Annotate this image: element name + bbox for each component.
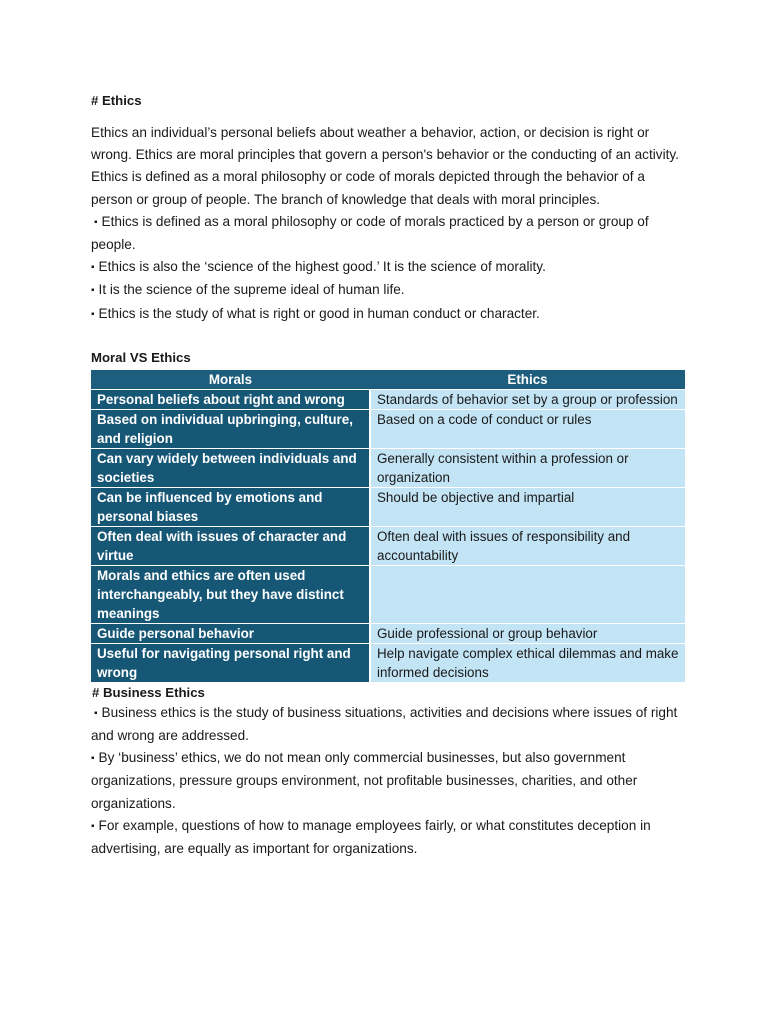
ethics-cell: Should be objective and impartial — [370, 487, 685, 526]
table-row — [91, 448, 685, 487]
bullet-mark: ▪ — [94, 707, 98, 719]
ethics-paragraph: Ethics an individual’s personal beliefs about weather a behavior, action, or decision is right or wrong. Ethics are moral principles that govern a person's behavior or the conducting of an activity. Ethics is defined as a moral philosophy or code of morals depicted through the behavior of a person or group of people. The branch of knowledge that deals with moral principles. — [91, 125, 679, 207]
ethics-bullet-4: ▪ Ethics is the study of what is right or good in human conduct or character. — [91, 303, 685, 326]
ethics-cell: Standards of behavior set by a group or profession — [370, 389, 685, 409]
table-row — [91, 565, 685, 623]
table-row — [91, 643, 685, 682]
morals-cell: Morals and ethics are often used interchangeably, but they have distinct meanings — [91, 565, 370, 623]
table-row — [91, 409, 685, 448]
morals-cell: Based on individual upbringing, culture, and religion — [91, 409, 370, 448]
bullet-mark: ▪ — [94, 216, 98, 228]
ethics-cell: Guide professional or group behavior — [370, 623, 685, 643]
morals-cell: Often deal with issues of character and virtue — [91, 526, 370, 565]
morals-cell: Can vary widely between individuals and societies — [91, 448, 370, 487]
business-ethics-heading: # Business Ethics — [92, 684, 205, 700]
comparison-title: Moral VS Ethics — [91, 349, 191, 365]
table-row — [91, 526, 685, 565]
business-bullet-2: ▪ By ‘business’ ethics, we do not mean only commercial businesses, but also government organizations, pressure groups environment, not profitable businesses, charities, and other organizations. — [91, 750, 638, 811]
ethics-bullet-1: ▪ Ethics is defined as a moral philosophy or code of morals practiced by a person or group of people. — [91, 213, 649, 253]
ethics-cell: Often deal with issues of responsibility and accountability — [370, 526, 685, 565]
column-header-ethics: Ethics — [370, 370, 685, 390]
table-row — [91, 487, 685, 526]
bullet-mark: ▪ — [91, 262, 95, 274]
column-header-morals: Morals — [91, 370, 370, 390]
morals-cell: Guide personal behavior — [91, 623, 370, 643]
business-bullet-3: ▪ For example, questions of how to manage employees fairly, or what constitutes deception in advertising, are equally as important for organizations. — [91, 817, 651, 857]
ethics-cell: Based on a code of conduct or rules — [370, 409, 685, 448]
ethics-cell: Generally consistent within a profession or organization — [370, 448, 685, 487]
ethics-cell: Help navigate complex ethical dilemmas and make informed decisions — [370, 643, 685, 682]
bullet-mark: ▪ — [91, 753, 95, 765]
document-page — [91, 90, 685, 860]
morals-cell: Useful for navigating personal right and wrong — [91, 643, 370, 682]
ethics-bullet-3: ▪ It is the science of the supreme ideal of human life. — [91, 279, 685, 302]
ethics-cell — [370, 565, 685, 623]
moral-vs-ethics-table — [91, 370, 685, 683]
bullet-mark: ▪ — [91, 820, 95, 832]
ethics-bullet-2: ▪ Ethics is also the ‘science of the highest good.’ It is the science of morality. — [91, 256, 685, 279]
bullet-mark: ▪ — [91, 308, 95, 320]
table-row — [91, 389, 685, 409]
ethics-heading: # Ethics — [91, 93, 142, 108]
morals-cell: Can be influenced by emotions and personal biases — [91, 487, 370, 526]
bullet-mark: ▪ — [91, 285, 95, 297]
table-row — [91, 623, 685, 643]
table-header-row — [91, 370, 685, 390]
business-bullet-1: ▪ Business ethics is the study of business situations, activities and decisions where issues of right and wrong are addressed. — [91, 704, 678, 744]
morals-cell: Personal beliefs about right and wrong — [91, 389, 370, 409]
